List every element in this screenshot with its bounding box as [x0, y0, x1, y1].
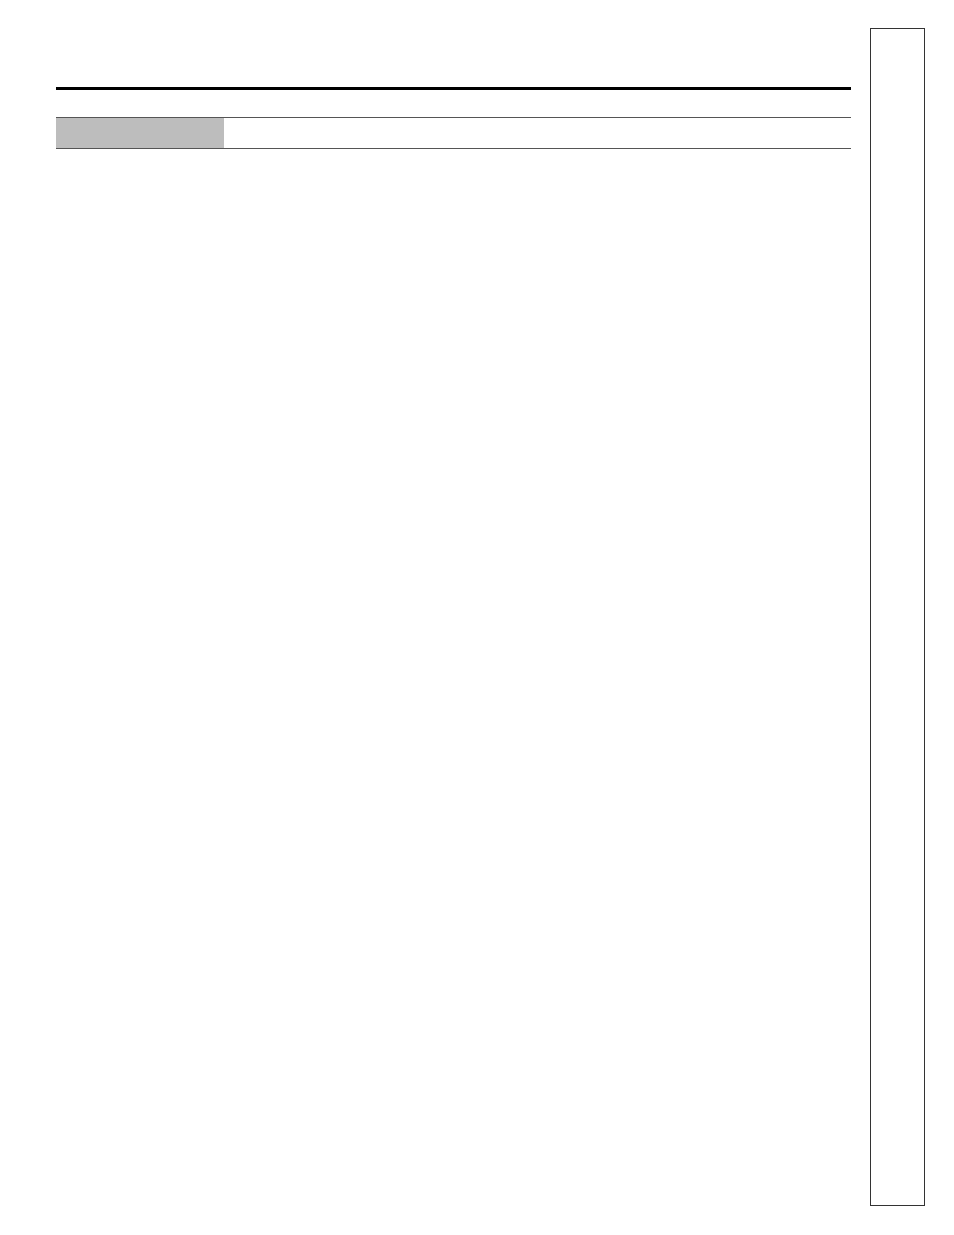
header-rule: [56, 87, 851, 90]
troubleshooting-table: [56, 117, 851, 149]
section-tabs: [870, 28, 925, 1206]
problem-header-cell: [56, 118, 224, 148]
table-header: [56, 118, 851, 149]
